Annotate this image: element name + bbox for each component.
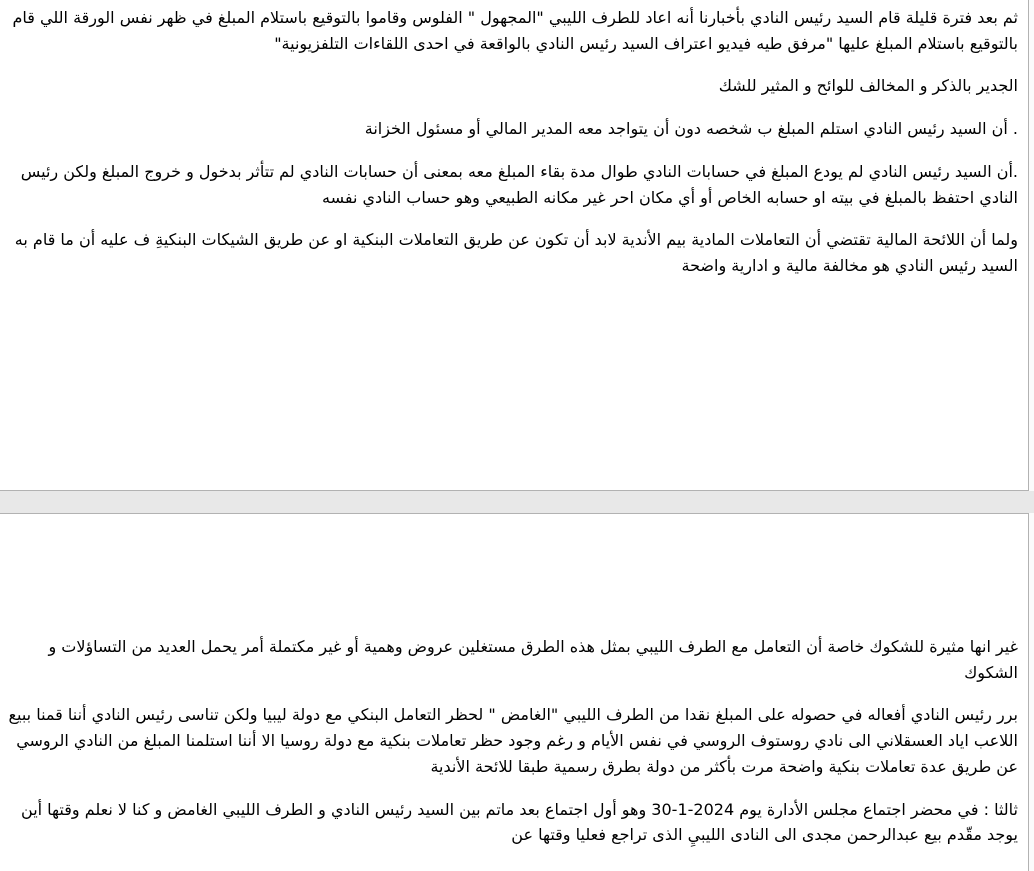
paragraph[interactable]: . أن السيد رئيس النادي استلم المبلغ ب شخصه دون أن يتواجد معه المدير المالي أو مسئول الخزانة: [364, 119, 1018, 139]
paragraph[interactable]: ولما أن اللائحة المالية تقتضي أن التعاملات المادية بيم الأندية لابد أن تكون عن طريق التعاملات البنكية او عن طريق الشيكات البنكيةِ ف عليه أن ما قام به السيد رئيس النادي هو مخالفة مالية و ادارية واضحة: [14, 230, 1018, 275]
paragraph[interactable]: برر رئيس النادي أفعاله في حصوله على المبلغ نقدا من الطرف الليبي "الغامض " لحظر التعامل البنكي مع دولة ليبيا ولكن تناسى رئيس النادي أننا قمنا ببيع اللاعب اياد العسقلاني الى نادي روستوف الروسي في نفس الأيام و رغم وجود حظر تعاملات بنكية مع دولة روسيا الا أننا استلمنا المبلغ من النادي الروسي عن طريق عدة تعاملات بنكية واضحة مرت بأكثر من دولة بطرق رسمية طبقا للائحة الأندية: [8, 705, 1018, 776]
paragraph[interactable]: الجدير بالذكر و المخالف للوائح و المثير للشك: [718, 76, 1018, 96]
paragraph[interactable]: ثم بعد فترة قليلة قام السيد رئيس النادي بأخبارنا أنه اعاد للطرف الليبي "المجهول " الفلوس وقاموا بالتوقيع باستلام المبلغ في ظهر نفس الورقة اللي قام بالتوقيع باستلام المبلغ عليها "مرفق طيه فيديو اعتراف السيد رئيس النادي بالواقعة في احدى اللقاءات التلفزيونية": [12, 8, 1018, 53]
page-1-text-area[interactable]: [0, 0, 1028, 279]
paragraph[interactable]: غير انها مثيرة للشكوك خاصة أن التعامل مع الطرف الليبي بمثل هذه الطرق مستغلين عروض وهمية أو غير مكتملة أمر يحمل العديد من التساؤلات و الشكوك: [48, 637, 1018, 682]
page-2-text-area[interactable]: [0, 514, 1028, 848]
paragraph[interactable]: .أن السيد رئيس النادي لم يودع المبلغ في حسابات النادي طوال مدة بقاء المبلغ معه بمعنى أن حسابات النادي لم تتأثر بدخول و خروج المبلغ ولكن رئيس النادي احتفظ بالمبلغ في بيته او حسابه الخاص أو أي مكان احر غير مكانه الطبيعي وهو حساب النادي نفسه: [20, 161, 1018, 207]
page-break-gap: [0, 491, 1034, 513]
document-page-2: [0, 513, 1029, 871]
paragraph[interactable]: ثالثا : في محضر اجتماع مجلس الأدارة يوم 2024-1-30 وهو أول اجتماع بعد ماتم بين السيد رئيس النادي و الطرف الليبي الغامض و كنا لا نعلم وقتها أين يوجد مقّدم بيع عبدالرحمن مجدى الى النادى الليبيِ الذى تراجع فعليا وقتها عن: [21, 799, 1018, 845]
